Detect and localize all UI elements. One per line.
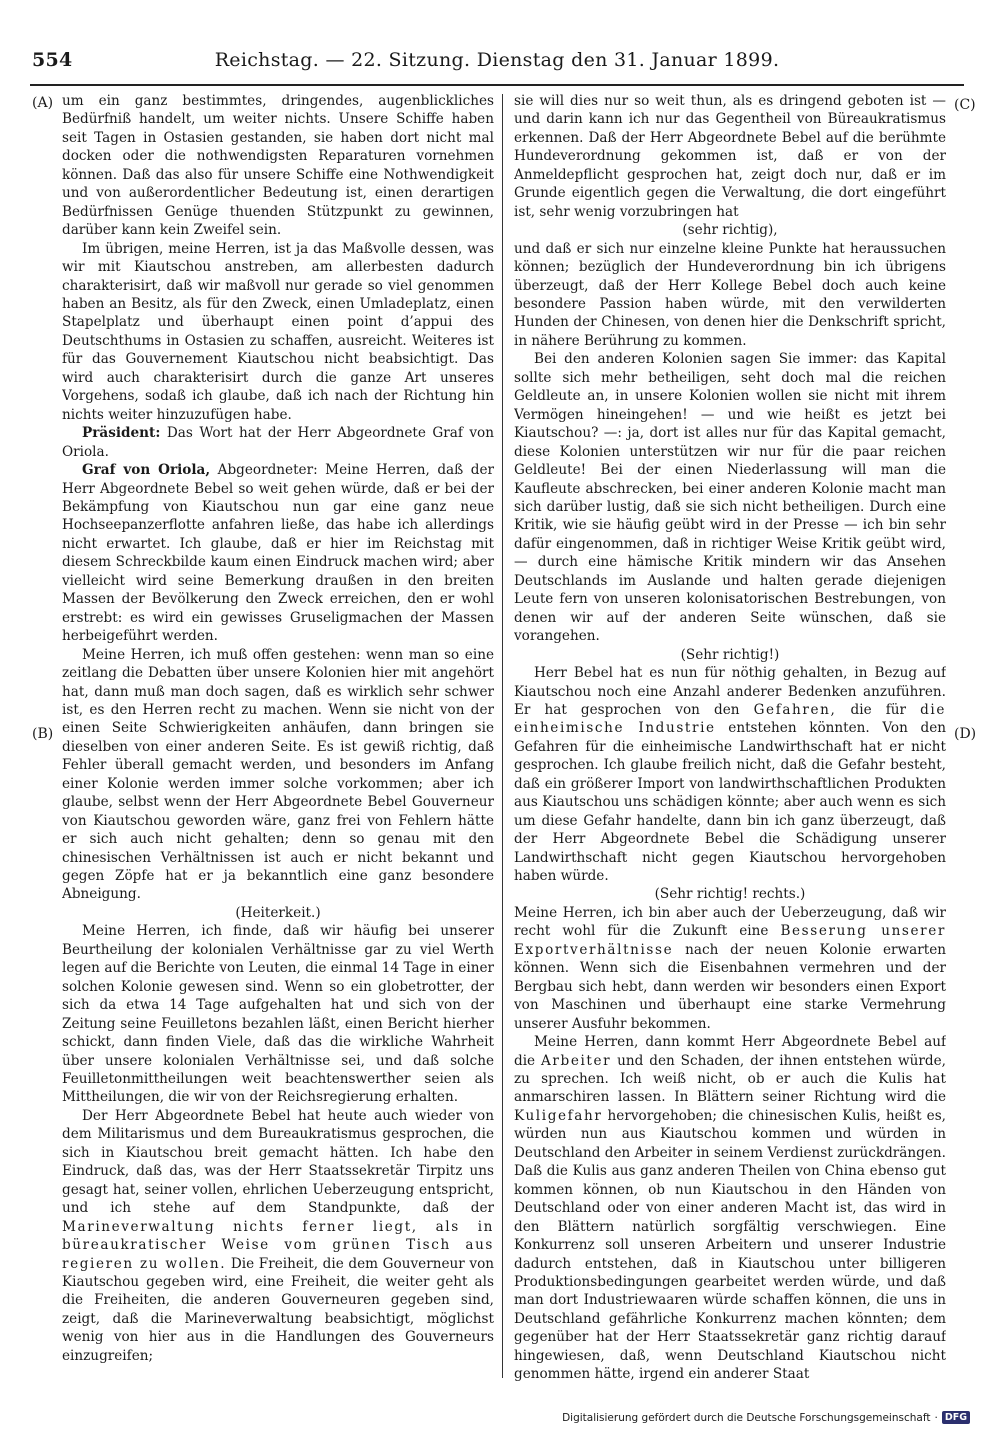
paragraph-text: Abgeordneter: Meine Herren, daß der Herr Abgeordnete Bebel so weit gehen würde, daß er bei der Bekämpfung von Kiautschou nun gar eine ganz neue Hochseepanzerflotte anfahren ließe, das habe ich allerdings nicht erwartet. Ich glaube, daß er hier im Reichstag mit diesem Schreckbilde kaum einen Eindruck machen wird; aber vielleicht wird seine Bemerkung draußen in den breiten Massen der Bevölkerung den Zweck erreichen, den er wohl erstrebt: es wird ein gewisses Gruseligmachen der Massen herbeigeführt werden.: [62, 462, 494, 645]
margin-marker-a: (A): [32, 95, 54, 111]
paragraph-text: hervorgehoben; die chinesischen Kulis, heißt es, würden nun aus Kiautschou kommen und würden in Deutschland den Arbeiter in seinem Verdienst zurückdrängen. Daß die Kulis aus ganz anderen Theilen von China ebenso gut kommen können, ob nun Kiautschou in den Händen von Deutschland oder von einer anderen Macht ist, das wird in den Blättern natürlich sorgfältig verschwiegen. Eine Konkurrenz soll unseren Arbeitern und unserer Industrie dadurch entstehen, daß in Kiautschou unter billigeren Produktionsbedingungen gearbeitet werden würde, und daß man dort Industriewaaren würde schaffen können, die uns in Deutschland gefährliche Konkurrenz machen könnten; dem gegenüber hat der Herr Staatssekretär ganz richtig darauf hingewiesen, daß, wenn Deutschland Kiautschou nicht genommen hätte, irgend ein anderer Staat: [514, 1107, 946, 1382]
page-number: 554: [32, 49, 73, 71]
speaker-label: Präsident:: [82, 425, 161, 442]
interjection: (Heiterkeit.): [235, 904, 321, 921]
emphasis-text: Kuligefahr: [514, 1107, 603, 1124]
footer-dot: ·: [934, 1411, 938, 1424]
column-divider: [502, 94, 503, 1378]
paragraph-text: entstehen könnten. Von den: [728, 720, 946, 737]
emphasis-text: Besserung unserer Exportverhältnisse: [514, 923, 946, 958]
paragraph-text: Die Freiheit, die dem Gouverneur von Kiautschou gegeben wird, eine Freiheit, die weiter geht als die Freiheiten, die anderen Gouverneuren gegeben sind, zeigt, daß die Marineverwaltung beabsichtigt, möglichst wenig von hier aus in die Handlungen des Gouverneurs einzugreifen;: [62, 1255, 494, 1364]
paragraph: und daß er sich nur einzelne kleine Punkte hat heraussuchen können; bezüglich der Hundeverordnung bin ich übrigens überzeugt, daß der Herr Kollege Bebel doch auch keine besondere Passion haben würde, mit den verwilderten Hunden der Chinesen, von denen hier die Denkschrift spricht, in nähere Berührung zu kommen.: [514, 240, 946, 349]
paragraph-text: Gefahren für die einheimische Landwirthschaft hat er nicht gesprochen. Ich glaube freilich nicht, daß die Gefahr besteht, daß ein größerer Import von landwirthschaftlichen Produkten aus Kiautschou uns schädigen könnte; aber auch wenn es sich um diese Gefahr handelte, dann bin ich ganz überzeugt, daß der Herr Abgeordnete Bebel die Schädigung unserer Landwirthschaft nicht gegen Kiautschou hervorgehoben haben würde.: [514, 738, 946, 885]
emphasis-text: Marineverwaltung nichts ferner liegt, als in büreaukratischer Weise vom grünen Tisch aus regieren zu wollen.: [62, 1218, 494, 1272]
interjection: (Sehr richtig! rechts.): [654, 886, 806, 903]
interjection: (sehr richtig),: [682, 222, 778, 239]
paragraph-text: nach der neuen Kolonie erwarten können. Wenn sich die Eisenbahnen vermehren und der Bergbau sich hebt, dann werden wir besonders einen Export von Maschinen und überhaupt eine starke Vermehrung unserer Ausfuhr bekommen.: [514, 941, 946, 1032]
paragraph: [62, 424, 494, 461]
paragraph: [514, 1033, 946, 1382]
paragraph: Meine Herren, ich muß offen gestehen: wenn man so eine zeitlang die Debatten über unsere Kolonien hier mit angehört hat, dann muß man doch sagen, daß es wirklich sehr schwer ist, es den Herren recht zu machen. Wenn sie nicht von der einen Seite Schwierigkeiten anhäufen, dann bringen sie dieselben von einer anderen Seite. Es ist gewiß richtig, daß Fehler überall gemacht werden, und besonders im Anfang einer Kolonie werden immer solche vorkommen; aber ich glaube, selbst wenn der Herr Abgeordnete Bebel Gouverneur von Kiautschou geworden wäre, ganz frei von Fehlern hätte er sich auch nicht gehalten; denn so genau mit den chinesischen Verhältnissen ist auch er nicht bekannt und gegen Zöpfe hat er ja bekanntlich eine ganz besondere Abneigung.: [62, 646, 494, 903]
paragraph: [514, 904, 946, 1033]
paragraph: Meine Herren, ich finde, daß wir häufig bei unserer Beurtheilung der kolonialen Verhältnisse gar zu viel Werth legen auf die Berichte von Leuten, die einmal 14 Tage in einer solchen Kolonie gewesen sind. Wenn so ein globetrotter, der sich da etwa 14 Tage aufgehalten hat und sich von der Zeitung seine Feuilletons bezahlen läßt, einen Bericht hierher schickt, dann finden Viele, daß das die wirkliche Wahrheit über unsere kolonialen Verhältnisse sei, und daß solche Feuilletonmittheilungen weit beachtenswerther seien als Mittheilungen, die wir von der Reichsregierung erhalten.: [62, 923, 494, 1106]
header-rule: [30, 84, 964, 86]
footer-credit: [562, 1411, 970, 1424]
page-header: [32, 46, 962, 74]
running-title: Reichstag. — 22. Sitzung. Dienstag den 31. Januar 1899.: [214, 49, 780, 71]
emphasis-text: Gefahren,: [753, 701, 837, 718]
speaker-label: Graf von Oriola,: [82, 462, 211, 479]
paragraph: [62, 1107, 494, 1365]
footer-text: Digitalisierung gefördert durch die Deutsche Forschungsgemeinschaft: [562, 1411, 931, 1424]
paragraph-text: die für: [850, 701, 906, 718]
margin-marker-b: (B): [32, 726, 54, 742]
dfg-logo-icon: DFG: [942, 1411, 970, 1424]
paragraph: um ein ganz bestimmtes, dringendes, augenblickliches Bedürfniß handelt, um weiter nichts. Unsere Schiffe haben seit Tagen in Ostasien gestanden, sie haben dort nicht mal docken oder die nothwendigsten Reparaturen vornehmen können. Daß das also für unsere Schiffe eine Nothwendigkeit und von außerordentlicher Bedeutung ist, einen derartigen Bedürfnissen Genüge thuenden Stützpunkt zu gewinnen, darüber kann kein Zweifel sein.: [62, 93, 494, 239]
emphasis-text: Arbeiter: [541, 1052, 612, 1069]
paragraph: [514, 664, 946, 885]
paragraph-text: Das Wort hat der Herr Abgeordnete Graf von Oriola.: [62, 425, 494, 460]
paragraph: Im übrigen, meine Herren, ist ja das Maßvolle dessen, was wir mit Kiautschou anstreben, am allerbesten dadurch charakterisirt, daß wir maßvoll nur gerade so viel genommen haben an Besitz, als für den Zweck, einen Umladeplatz, einen Stapelplatz und überhaupt einen point d’appui des Deutschthums in Ostasien zu schaffen, ausreicht. Weiteres ist für das Gouvernement Kiautschou nicht beabsichtigt. Das wird auch charakterisirt durch die ganze Art unseres Vorgehens, sodaß ich glaube, daß ich nach der Richtung hin nichts weiter hinzuzufügen habe.: [62, 240, 494, 423]
emphasis-text: die einheimische Industrie: [514, 701, 946, 737]
paragraph: Bei den anderen Kolonien sagen Sie immer: das Kapital sollte sich mehr betheiligen, seht doch mal die reichen Geldleute an, in unsere Kolonien wollen sie nicht mit ihrem Vermögen hineingehen! — und wie heißt es jetzt bei Kiautschou? —: ja, dort ist alles nur für das Kapital gemacht, diese Kolonien unterstützen wir nur für die paar reichen Geldleute! Bei der einen Niederlassung will man die Kaufleute abschrecken, bei einer anderen Kolonie macht man sich darüber lustig, daß sie sich nicht betheiligen. Durch eine Kritik, wie sie häufig geübt wird in der Presse — ich bin sehr dafür eingenommen, daß in richtiger Weise Kritik geübt wird, — durch eine hämische Kritik mindern wir das Ansehen Deutschlands im Auslande und halten gerade diejenigen Leute fern von unseren kolonisatorischen Bestrebungen, von denen wir auf der anderen Seite wünschen, daß sie vorangehen.: [514, 351, 946, 645]
paragraph: [62, 461, 494, 646]
paragraph-text: Der Herr Abgeordnete Bebel hat heute auch wieder von dem Militarismus und dem Bureaukratismus gesprochen, die sich in Kiautschou breit gemacht hätten. Ich habe den Eindruck, daß das, was der Herr Staatssekretär Tirpitz uns gesagt hat, seiner vollen, ehrlichen Ueberzeugung entspricht, und ich stehe auf dem Standpunkte, daß der: [62, 1107, 494, 1217]
margin-marker-d: (D): [954, 726, 977, 742]
right-column: [514, 92, 946, 1382]
paragraph-text: Herr Bebel hat es nun für nöthig gehalten, in Bezug auf Kiautschou noch eine Anzahl anderer Bedenken anzuführen. Er hat gesprochen von den: [514, 665, 946, 718]
interjection: (Sehr richtig!): [680, 646, 780, 663]
paragraph-text: Meine Herren, ich bin aber auch der Ueberzeugung, daß wir recht wohl für die Zukunft eine: [514, 904, 946, 940]
paragraph-text: und den Schaden, der ihnen entstehen würde, zu sprechen. Ich weiß nicht, ob er auch die Kulis hat anmarschiren lassen. In Blättern seiner Richtung wird die: [514, 1052, 946, 1106]
left-column: [62, 92, 494, 1382]
paragraph: sie will dies nur so weit thun, als es dringend geboten ist — und darin kann ich nur das Gegentheil von Büreaukratismus erkennen. Daß der Herr Abgeordnete Bebel auf die berühmte Hundeverordnung gekommen ist, daß er von der Anmeldepflicht gesprochen hat, zeigt doch nur, daß er im Grunde eigentlich gegen die Verwaltung, die dort eingeführt ist, sehr wenig vorzubringen hat: [514, 93, 946, 220]
paragraph-text: Meine Herren, dann kommt Herr Abgeordnete Bebel auf die: [514, 1034, 946, 1069]
margin-marker-c: (C): [954, 97, 976, 113]
